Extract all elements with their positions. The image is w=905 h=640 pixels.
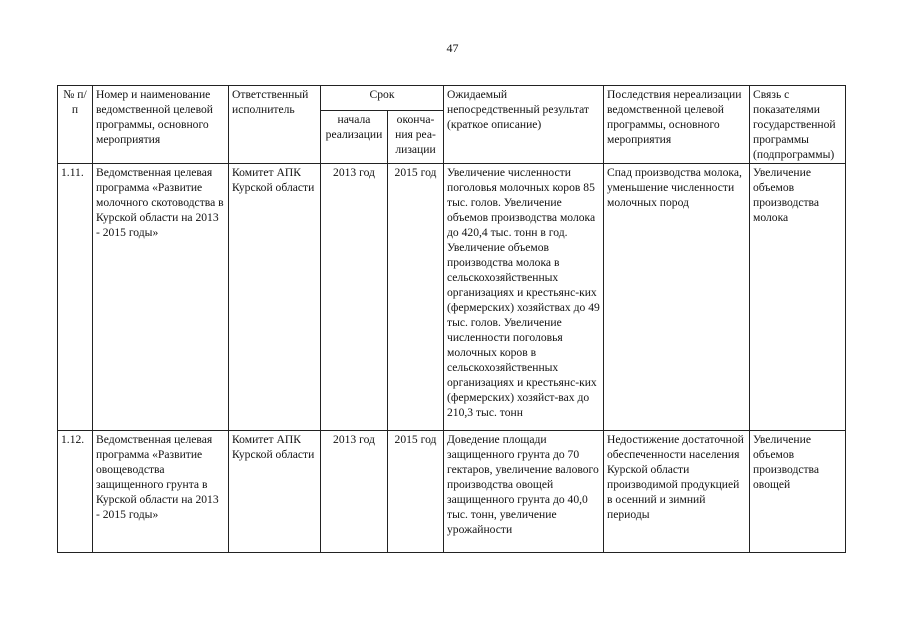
program-table	[57, 85, 846, 553]
header-consequences: Последствия нереализации ведомственной целевой программы, основного мероприятия	[604, 86, 750, 164]
header-term: Срок	[321, 86, 444, 111]
row-responsible: Комитет АПК Курской области	[229, 164, 321, 431]
page-number: 47	[446, 41, 459, 55]
table-row	[58, 164, 846, 431]
row-result: Увеличение численности поголовья молочных коров 85 тыс. голов. Увеличение объемов производства молока до 420,4 тыс. тонн в год. Увеличение объемов производства молока в сельскохозяйственных организациях и крестьянс-ких (фермерских) хозяйствах до 49 тыс. голов. Увеличение численности поголовья молочных коров в сельскохозяйственных организациях и крестьянс-ких (фермерских) хозяйст-вах до 210,3 тыс. тонн	[444, 164, 604, 431]
row-program: Ведомственная целевая программа «Развитие молочного скотоводства в Курской области на 2013 - 2015 годы»	[93, 164, 229, 431]
row-link: Увеличение объемов производства овощей	[750, 431, 846, 553]
header-row	[58, 86, 846, 111]
row-program: Ведомственная целевая программа «Развитие овощеводства защищенного грунта в Курской области на 2013 - 2015 годы»	[93, 431, 229, 553]
header-program: Номер и наименование ведомственной целевой программы, основного мероприятия	[93, 86, 229, 164]
header-responsible: Ответственный исполнитель	[229, 86, 321, 164]
header-link: Связь с показателями государственной программы (подпрограммы)	[750, 86, 846, 164]
row-responsible: Комитет АПК Курской области	[229, 431, 321, 553]
row-consequences: Спад производства молока, уменьшение численности молочных пород	[604, 164, 750, 431]
row-result: Доведение площади защищенного грунта до 70 гектаров, увеличение валового производства овощей защищенного грунта до 40,0 тыс. тонн, увеличение урожайности	[444, 431, 604, 553]
header-term-end: оконча-ния реа-лизации	[388, 111, 444, 164]
row-start: 2013 год	[321, 431, 388, 553]
row-num: 1.12.	[58, 431, 93, 553]
table-row	[58, 431, 846, 553]
row-consequences: Недостижение достаточной обеспеченности населения Курской области производимой продукцией в осенний и зимний периоды	[604, 431, 750, 553]
header-expected-result: Ожидаемый непосредственный результат (краткое описание)	[444, 86, 604, 164]
row-end: 2015 год	[388, 164, 444, 431]
row-end: 2015 год	[388, 431, 444, 553]
row-link: Увеличение объемов производства молока	[750, 164, 846, 431]
row-num: 1.11.	[58, 164, 93, 431]
row-start: 2013 год	[321, 164, 388, 431]
header-term-start: начала реализации	[321, 111, 388, 164]
header-num: № п/п	[58, 86, 93, 164]
